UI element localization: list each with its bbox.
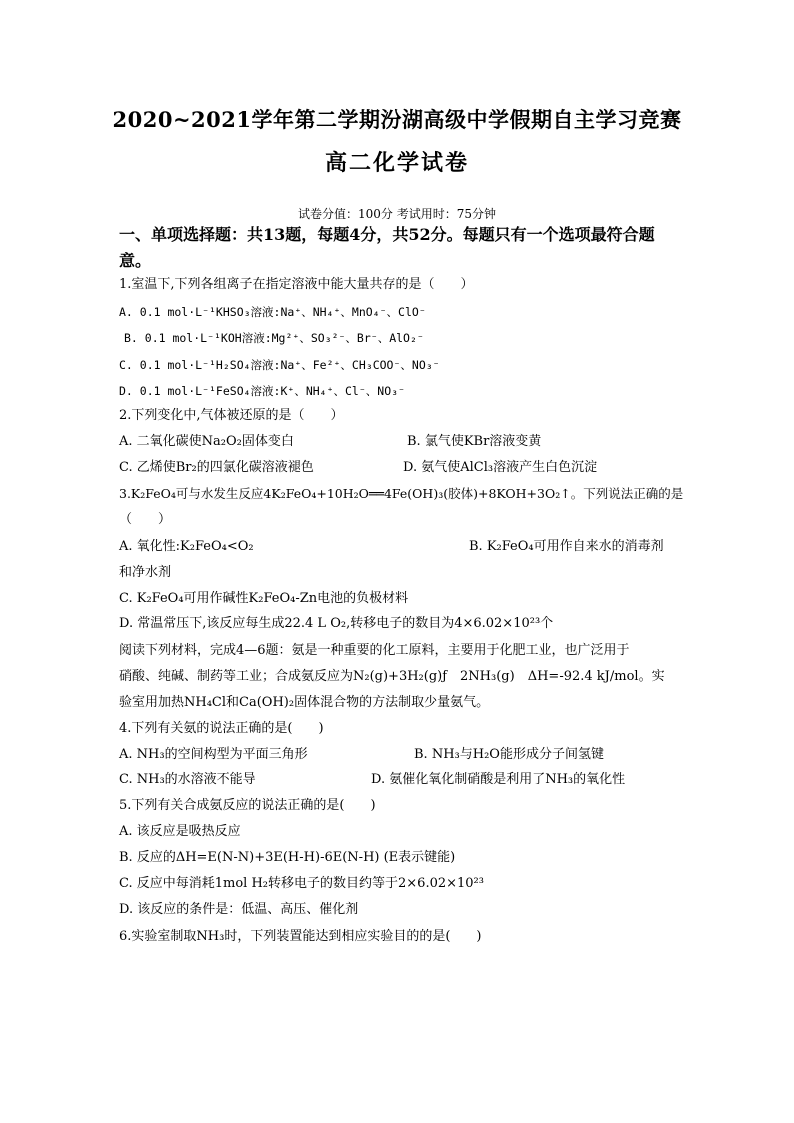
reading-line1: 阅读下列材料，完成4—6题：氨是一种重要的化工原料，主要用于化肥工业，也广泛用于 bbox=[119, 643, 630, 658]
q1-stem: 1.室温下,下列各组离子在指定溶液中能大量共存的是（ ） bbox=[119, 277, 474, 292]
q4-option-a: A. NH₃的空间构型为平面三角形 bbox=[119, 747, 308, 762]
q5-stem: 5.下列有关合成氨反应的说法正确的是( ) bbox=[119, 798, 376, 813]
exam-title-line2: 高二化学试卷 bbox=[324, 150, 469, 176]
q4-stem: 4.下列有关氨的说法正确的是( ) bbox=[119, 721, 324, 736]
exam-info: 试卷分值：100分 考试用时：75分钟 bbox=[298, 207, 496, 221]
q2-stem: 2.下列变化中,气体被还原的是（ ） bbox=[119, 408, 344, 423]
reading-line2: 硝酸、纯碱、制药等工业；合成氨反应为N₂(g)+3H₂(g)ƒ 2NH₃(g) ΔH=-92.4 kJ/mol。实 bbox=[119, 669, 665, 684]
exam-title-line1: 2020~2021学年第二学期汾湖高级中学假期自主学习竞赛 bbox=[112, 107, 682, 132]
q2-option-b: B. 氯气使KBr溶液变黄 bbox=[407, 434, 542, 449]
q3-option-a: A. 氧化性:K₂FeO₄<O₂ bbox=[119, 539, 254, 554]
q2-option-a: A. 二氧化碳使Na₂O₂固体变白 bbox=[119, 434, 294, 449]
q4-option-c: C. NH₃的水溶液不能导 bbox=[119, 772, 256, 787]
q5-option-c: C. 反应中每消耗1mol H₂转移电子的数目约等于2×6.02×10²³ bbox=[119, 876, 484, 891]
q1-option-c: C. 0.1 mol·L⁻¹H₂SO₄溶液:Na⁺、Fe²⁺、CH₃COO⁻、NO₃⁻ bbox=[119, 358, 440, 372]
q6-stem: 6.实验室制取NH₃时，下列装置能达到相应实验目的的是( ) bbox=[119, 929, 482, 944]
q1-option-b: B. 0.1 mol·L⁻¹KOH溶液:Mg²⁺、SO₃²⁻、Br⁻、AlO₂⁻ bbox=[124, 331, 424, 345]
q3-option-b-part2: 和净水剂 bbox=[119, 565, 172, 580]
reading-line3: 验室用加热NH₄Cl和Ca(OH)₂固体混合物的方法制取少量氨气。 bbox=[119, 695, 490, 710]
q1-option-d: D. 0.1 mol·L⁻¹FeSO₄溶液:K⁺、NH₄⁺、Cl⁻、NO₃⁻ bbox=[119, 384, 405, 398]
q4-option-d: D. 氨催化氧化制硝酸是利用了NH₃的氧化性 bbox=[371, 772, 626, 787]
q3-option-c: C. K₂FeO₄可用作碱性K₂FeO₄-Zn电池的负极材料 bbox=[119, 591, 409, 606]
q5-option-a: A. 该反应是吸热反应 bbox=[119, 824, 241, 839]
q5-option-b: B. 反应的ΔH=E(N-N)+3E(H-H)-6E(N-H) (E表示键能) bbox=[119, 850, 456, 865]
q3-stem-line2: （ ） bbox=[119, 512, 172, 527]
q4-option-b: B. NH₃与H₂O能形成分子间氢键 bbox=[414, 747, 604, 762]
q2-option-c: C. 乙烯使Br₂的四氯化碳溶液褪色 bbox=[119, 460, 314, 475]
q3-option-b-part1: B. K₂FeO₄可用作自来水的消毒剂 bbox=[469, 539, 664, 554]
section1-heading-line2: 意。 bbox=[119, 251, 152, 270]
q3-stem-line1: 3.K₂FeO₄可与水发生反应4K₂FeO₄+10H₂O══4Fe(OH)₃(胶体)+8KOH+3O₂↑。下列说法正确的是 bbox=[119, 486, 684, 501]
section1-heading-line1: 一、单项选择题：共13题，每题4分，共52分。每题只有一个选项最符合题 bbox=[119, 225, 655, 244]
q1-option-a: A. 0.1 mol·L⁻¹KHSO₃溶液:Na⁺、NH₄⁺、MnO₄⁻、ClO⁻ bbox=[119, 305, 426, 319]
q2-option-d: D. 氨气使AlCl₃溶液产生白色沉淀 bbox=[403, 460, 598, 475]
q3-option-d: D. 常温常压下,该反应每生成22.4 L O₂,转移电子的数目为4×6.02×10²³个 bbox=[119, 616, 554, 631]
q5-option-d: D. 该反应的条件是：低温、高压、催化剂 bbox=[119, 902, 359, 917]
